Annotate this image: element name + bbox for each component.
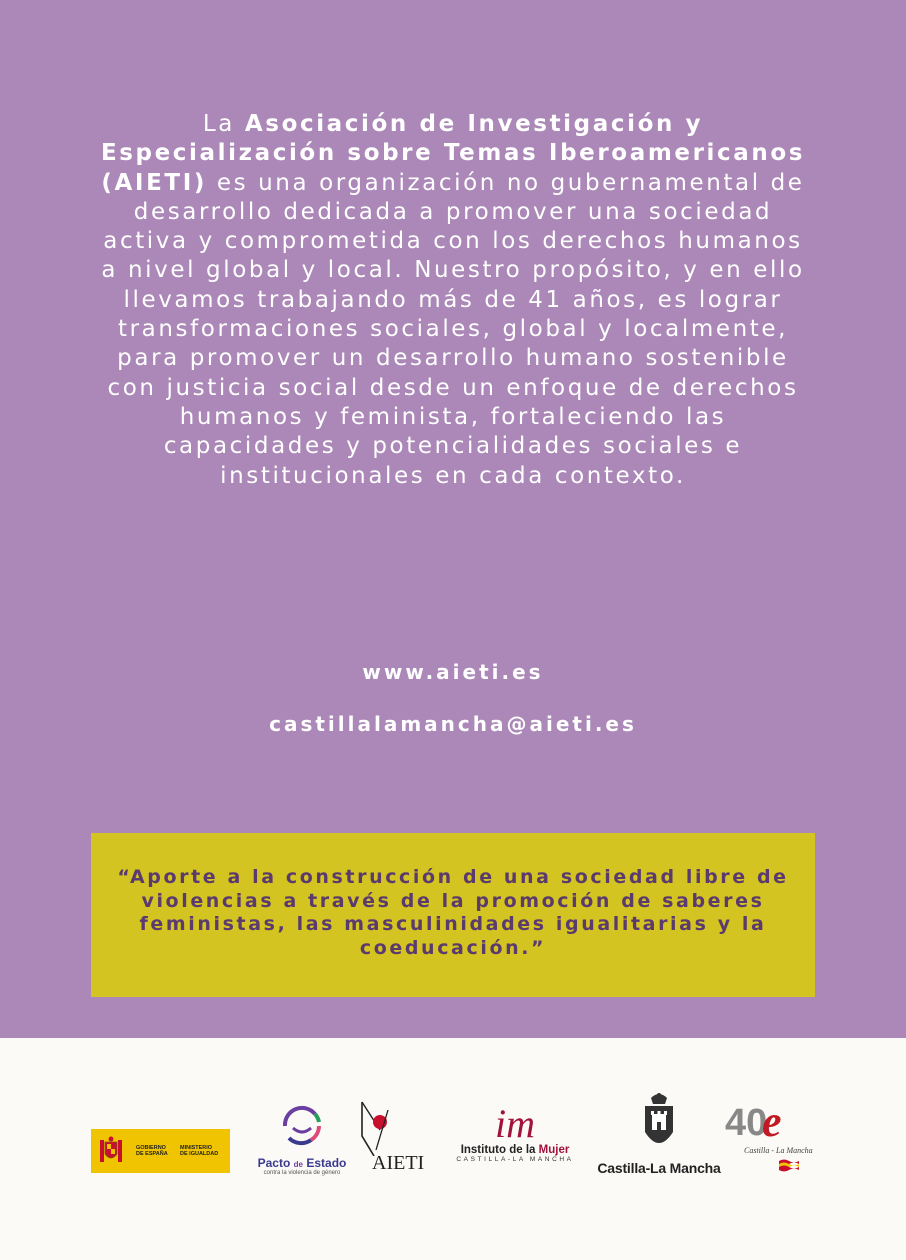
ministerio-line2: DE IGUALDAD — [180, 1151, 219, 1157]
intro-paragraph — [100, 110, 806, 491]
pacto-subtitle: contra la violencia de género — [263, 1170, 341, 1176]
instituto-title — [452, 1144, 578, 1156]
instituto-title-a: Instituto de la — [460, 1144, 536, 1156]
pacto-estado-logo — [252, 1102, 352, 1180]
gobierno-espana-logo — [91, 1129, 230, 1173]
pacto-title-b: de — [293, 1160, 303, 1169]
ministerio-line1: MINISTERIO — [180, 1144, 213, 1151]
ministerio-text — [180, 1145, 220, 1158]
castle-crest-icon — [639, 1092, 679, 1154]
aieti-label: AIETI — [372, 1152, 425, 1174]
anniversary-number: 40 — [725, 1102, 768, 1144]
website-link[interactable]: www.aieti.es — [362, 660, 544, 684]
anniversary-subtitle: Castilla - La Mancha — [744, 1146, 813, 1155]
instituto-subtitle: CASTILLA-LA MANCHA — [456, 1156, 574, 1163]
pacto-title-a: Pacto — [257, 1156, 291, 1170]
email-link[interactable]: castillalamancha@aieti.es — [269, 712, 637, 736]
pacto-circle-icon — [275, 1102, 329, 1150]
pacto-title — [252, 1156, 352, 1170]
castilla-name: Castilla-La Mancha — [597, 1160, 721, 1176]
gobierno-line2: DE ESPAÑA — [136, 1151, 168, 1157]
spain-coat-of-arms-icon — [98, 1136, 124, 1166]
quote-text: “Aporte a la construcción de una sociedad libre de violencias a través de la promoción de saberes feministas, las masculinidades igualitarias y la coeducación.” — [117, 866, 789, 959]
instituto-title-b: Mujer — [538, 1144, 570, 1156]
org-name: Asociación de Investigación y Especialización sobre Temas Iberoamericanos (AIETI) — [100, 111, 806, 196]
instituto-mujer-logo — [452, 1101, 578, 1180]
flag-icon — [778, 1158, 800, 1172]
anniversary-letter: e — [762, 1097, 782, 1146]
pacto-title-c: Estado — [306, 1156, 347, 1170]
quote-box — [91, 833, 815, 997]
anniversary-logo — [722, 1097, 813, 1174]
instituto-mark: im — [495, 1101, 535, 1146]
intro-body: es una organización no gubernamental de desarrollo dedicada a promover una sociedad activa y comprometida con los derechos humanos a nivel global y local. Nuestro propósito, y en ello llevamos trabajando más de 41 años, es lograr transformaciones sociales, global y localmente, para promover un desarrollo humano sostenible con justicia social desde un enfoque de derechos humanos y feminista, fortaleciendo las capacidades y potencialidades sociales e institucionales en cada contexto. — [101, 169, 805, 489]
aieti-logo — [356, 1100, 436, 1180]
gobierno-text — [136, 1145, 176, 1158]
castilla-la-mancha-logo — [594, 1092, 724, 1182]
aieti-figure-icon — [356, 1100, 436, 1156]
sponsor-logos — [0, 1038, 906, 1260]
intro-lead: La — [202, 111, 235, 137]
gobierno-line1: GOBIERNO — [136, 1144, 166, 1151]
